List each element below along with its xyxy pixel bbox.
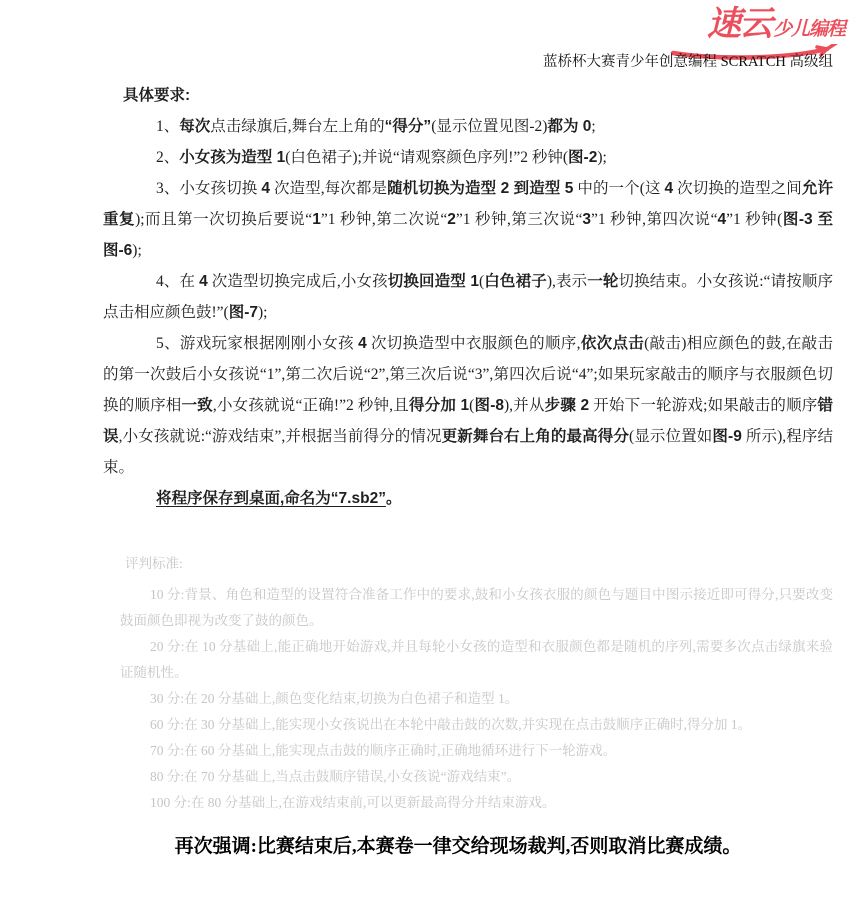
brand-logo-text-main: 速云 <box>706 4 771 44</box>
grading-item <box>120 790 833 816</box>
grading-text: 背景、角色和造型的设置符合准备工作中的要求,鼓和小女孩衣服的颜色与题目中图示接近即可得分,只要改变鼓面颜色即视为改变了鼓的颜色。 <box>120 587 833 628</box>
doc-header-title: 蓝桥杯大赛青少年创意编程 SCRATCH 高级组 <box>542 54 833 70</box>
requirements-heading: 具体要求: <box>123 87 191 104</box>
grading-score-label: 20 分: <box>150 639 185 654</box>
grading-score-label: 30 分: <box>150 691 185 706</box>
grading-text: 在 20 分基础上,颜色变化结束,切换为白色裙子和造型 1。 <box>184 691 519 706</box>
grading-item <box>120 582 833 634</box>
grading-score-label: 10 分: <box>150 587 185 602</box>
requirement-item-4: 4、在 4 次造型切换完成后,小女孩切换回造型 1(白色裙子),表示一轮切换结束。小女孩说:“请按顺序点击相应颜色鼓!”(图-7); <box>103 273 833 321</box>
requirement-item-2: 2、小女孩为造型 1(白色裙子);并说“请观察颜色序列!”2 秒钟(图-2); <box>156 149 607 166</box>
requirement-item-3: 3、小女孩切换 4 次造型,每次都是随机切换为造型 2 到造型 5 中的一个(这 4 次切换的造型之间允许重复);而且第一次切换后要说“1”1 秒钟,第二次说“2”1 秒钟,第三次说“3”1 秒钟,第四次说“4”1 秒钟(图-3 至图-6); <box>103 180 834 259</box>
grading-score-label: 70 分: <box>150 743 185 758</box>
grading-section <box>120 551 833 816</box>
grading-text: 在 10 分基础上,能正确地开始游戏,并且每轮小女孩的造型和衣服颜色都是随机的序列,需要多次点击绿旗来验证随机性。 <box>120 639 833 680</box>
grading-item <box>120 686 833 712</box>
save-note: 将程序保存到桌面,命名为“7.sb2”。 <box>156 490 402 507</box>
grading-item <box>120 738 833 764</box>
grading-score-label: 100 分: <box>150 795 191 810</box>
grading-text: 在 70 分基础上,当点击鼓顺序错误,小女孩说“游戏结束”。 <box>184 769 521 784</box>
grading-score-label: 60 分: <box>150 717 185 732</box>
requirement-item-1: 1、每次点击绿旗后,舞台左上角的“得分”(显示位置见图-2)都为 0; <box>156 118 596 135</box>
grading-text: 在 60 分基础上,能实现点击鼓的顺序正确时,正确地循环进行下一轮游戏。 <box>184 743 617 758</box>
final-emphasis: 再次强调:比赛结束后,本赛卷一律交给现场裁判,否则取消比赛成绩。 <box>174 836 742 857</box>
grading-text: 在 80 分基础上,在游戏结束前,可以更新最高得分并结束游戏。 <box>190 795 556 810</box>
requirement-item-5: 5、游戏玩家根据刚刚小女孩 4 次切换造型中衣服颜色的顺序,依次点击(敲击)相应颜色的鼓,在敲击的第一次鼓后小女孩说“1”,第二次后说“2”,第三次后说“3”,第四次后说“4”;如果玩家敲击的顺序与衣服颜色切换的顺序相一致,小女孩就说“正确!”2 秒钟,且得分加 1(图-8),并从步骤 2 开始下一轮游戏;如果敲击的顺序错误,小女孩就说:“游戏结束”,并根据当前得分的情况更新舞台右上角的最高得分(显示位置如图-9 所示),程序结束。 <box>103 335 833 476</box>
grading-item <box>120 712 833 738</box>
grading-heading: 评判标准: <box>125 556 183 571</box>
grading-score-label: 80 分: <box>150 769 185 784</box>
brand-logo-text-sub: 少儿编程 <box>772 18 845 40</box>
grading-text: 在 30 分基础上,能实现小女孩说出在本轮中敲击鼓的次数,并实现在点击鼓顺序正确时,得分加 1。 <box>184 717 752 732</box>
grading-item <box>120 634 833 686</box>
brand-logo <box>667 4 845 56</box>
grading-item <box>120 764 833 790</box>
